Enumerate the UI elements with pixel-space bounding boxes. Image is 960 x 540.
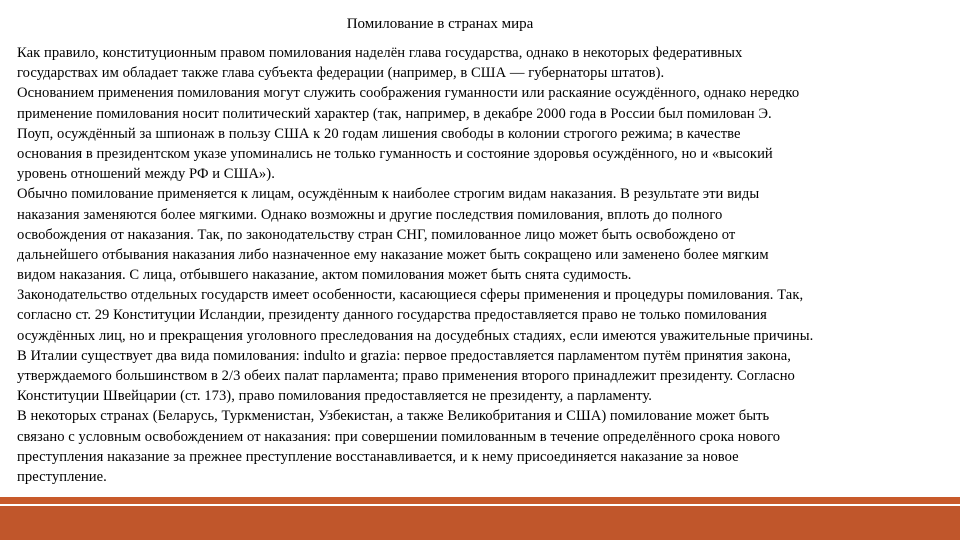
text-line: Обычно помилование применяется к лицам, осуждённым к наиболее строгим видам наказания. В результате эти виды [17,186,760,203]
text-line: преступление. [17,468,107,485]
text-line: Конституции Швейцарии (ст. 173), право помилования предоставляется не президенту, а парламенту. [17,388,652,405]
footer-bar [0,506,960,540]
text-line: В некоторых странах (Беларусь, Туркменистан, Узбекистан, а также Великобритания и США) помилование может быть [17,408,770,425]
text-line: уровень отношений между РФ и США»). [17,166,275,183]
text-line: Как правило, конституционным правом помилования наделён глава государства, однако в некоторых федеративных [17,45,743,61]
text-line: Законодательство отдельных государств имеет особенности, касающиеся сферы применения и процедуры помилования. Так, [17,287,804,304]
text-line: согласно ст. 29 Конституции Исландии, президенту данного государства предоставляется право не только помилования [17,307,767,324]
text-line: применение помилования носит политический характер (так, например, в декабре 2000 года в России был помилован Э. [17,105,772,122]
slide-title: Помилование в странах мира [346,16,534,32]
slide-body-text [17,43,947,487]
text-line: видом наказания. С лица, отбывшего наказание, актом помилования может быть снята судимость. [17,267,632,284]
text-line: освобождения от наказания. Так, по законодательству стран СНГ, помилованное лицо может быть освобождено от [17,226,736,243]
text-line: В Италии существует два вида помилования: indulto и grazia: первое предоставляется парламентом путём принятия закона, [17,347,791,364]
text-line: Поуп, осуждённый за шпионаж в пользу США к 20 годам лишения свободы в колонии строгого режима; в качестве [17,125,741,142]
text-line: Основанием применения помилования могут служить соображения гуманности или раскаяние осуждённого, однако нередко [17,85,800,102]
text-line: государствах им обладает также глава субъекта федерации (например, в США — губернаторы штатов). [17,65,665,82]
text-line: основания в президентском указе упоминались не только гуманность и состояние здоровья осуждённого, но и «высокий [17,145,773,162]
text-line: утверждаемого большинством в 2/3 обеих палат парламента; право применения второго принадлежит президенту. Согласно [17,368,795,384]
text-line: преступления наказание за прежнее преступление восстанавливается, и к нему присоединяется наказание за новое [17,448,739,465]
text-line: связано с условным освобождением от наказания: при совершении помилованным в течение определённого срока нового [17,428,781,445]
text-line: дальнейшего отбывания наказания либо назначенное ему наказание может быть сокращено или заменено более мягким [17,246,769,263]
footer-rule [0,497,960,504]
text-line: наказания заменяются более мягкими. Однако возможны и другие последствия помилования, вплоть до полного [17,206,723,223]
text-line: осуждённых лиц, но и прекращения уголовного преследования на досудебных стадиях, если имеются уважительные причины. [17,327,814,344]
